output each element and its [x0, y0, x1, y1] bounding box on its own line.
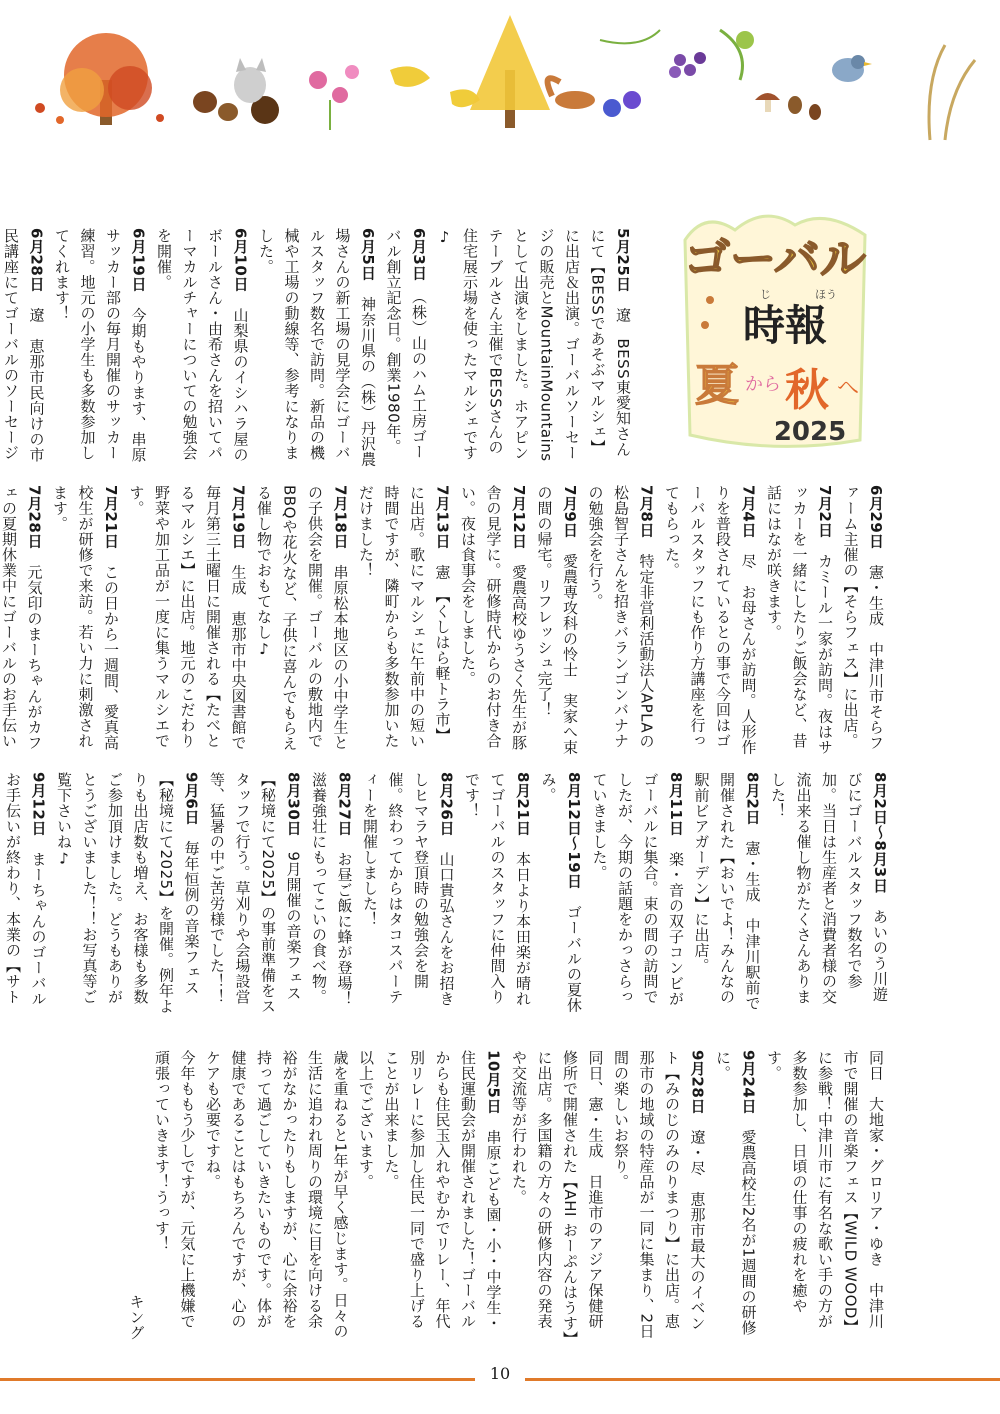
entry-0709: 7月9日 愛農専攻科の怜士 実家へ束の間の帰宅。リフレッシュ完了！ [535, 485, 579, 755]
entry-same-day-ahi: 同日、憲・生成 日進市のアジア保健研修所で開催された【AHI おーぷんはうす】に出店。多国籍の方々の研修内容の発表や交流等が行われた。 [510, 1050, 605, 1339]
entry-0728: 7月28日 元気印のまーちゃんがカフェの夏期休業中にゴーバルのお手伝い [0, 485, 44, 751]
bird-icon [832, 55, 872, 82]
entry-0713: 7月13日 憲 【くしはら軽トラ市】に出店。歌にマルシェに午前中の短い時間ですが、隣町からも多数参加いただけました！ [357, 485, 452, 749]
title-year: 2025 [773, 417, 847, 447]
entry-0610: 6月10日 山梨県のイシハラ屋のボールさん・由希さんを招いてパーマカルチャーについての勉強会を開催。 [155, 228, 250, 463]
squirrel-icon [548, 78, 596, 109]
column-june-july [0, 485, 888, 755]
title-main: ゴーバル [684, 232, 866, 286]
entry-0702: 7月2日 カミール一家が訪問。夜はサッカーを一緒にしたりご飯会など、昔話にはなが咲きます。 [765, 485, 834, 755]
entry-0605: 6月5日 神奈川県の（株）丹沢農場さんの新工場の見学会にゴーバルスタッフ数名で訪問。新品の機械や工場の動線等、参考になりました。 [257, 228, 377, 467]
entry-0708: 7月8日 特定非営利活動法人APLAの松島智子さんを招きバランゴンバナナの勉強会を行う。 [586, 485, 656, 749]
title-summer: 夏 [695, 360, 739, 411]
entry-0924: 9月24日 愛農高校生2名が1週間の研修に。 [714, 1050, 758, 1336]
grapes-icon [669, 52, 706, 78]
entry-same-day-wildwood: 同日 大地家・グロリア・ゆき 中津川市で開催の音楽フェス【WILD WOOD】に参戦！中津川市に有名な歌い手の方が多数参加し、日頃の仕事の疲れを癒やす。 [765, 1050, 885, 1335]
title-ruby-ji: じ [760, 288, 771, 301]
column-august-september [0, 772, 892, 1017]
entry-0628: 6月28日 遼 恵那市民向けの市民講座にてゴーバルのソーセージ [2, 228, 46, 463]
entry-0704: 7月4日 尽 お母さんが訪問。人形作りを普段されているとの事で今回はゴーバルスタッフにも作り方講座を行ってもらった。 [663, 485, 758, 755]
entry-0802-0803: 8月2日～8月3日 あいのう川遊びにゴーバルスタッフ数名で参加。当日は生産者と消費者様の交流出来る催し物がたくさんありました！ [769, 772, 889, 1005]
entry-0812-0819: 8月12日～19日 ゴーバルの夏休み。 [539, 772, 583, 1013]
title-kara: から [745, 374, 781, 395]
entry-0811: 8月11日 楽・音の双子コンビがゴーバルに集合。束の間の訪問でしたが、今期の話題をかっさらっていきました。 [590, 772, 685, 1007]
entry-0827: 8月27日 お昼ご飯に蜂が登場！滋養強壮にもってこいの食べ物。 [310, 772, 354, 1007]
ginkgo-tree-icon [470, 15, 550, 128]
entry-0619: 6月19日 今期もやります、串原サッカー部の毎月開催のサッカー練習。地元の小学生も多数参加してくれます！ [53, 228, 148, 463]
pampas-grass-icon [929, 45, 975, 140]
entry-0629: 6月29日 憲・生成 中津川市そらファーム主催の【そらフェス】に出店。 [841, 485, 885, 751]
entry-0718: 7月18日 串原松本地区の小中学生との子供会を開催。ゴーバルの敷地内でBBQや花火など、子供に喜んでもらえる催し物でおもてなし♪ [255, 485, 350, 752]
ginkgo-leaf-icon [390, 66, 480, 107]
entry-0826: 8月26日 山口貴弘さんをお招きしヒマラヤ登頂時の勉強会を開催。終わってからはタコスパーティーを開催しました！ [361, 772, 456, 1007]
entry-0719: 7月19日 生成 恵那市中央図書館で毎月第三土曜日に開催される【たべとるマルシエ】に出店。地元のこだわり野菜や加工品が一度に集うマルシエです。 [127, 485, 248, 751]
paw-print-icon [706, 296, 714, 304]
morning-glory-icon [600, 30, 660, 117]
acorn-icon [788, 96, 821, 120]
autumn-illustration-banner [0, 0, 1000, 150]
entry-0603: 6月3日 （株）山のハム工房ゴーバル創立記念日。創業1980年。 [384, 228, 428, 460]
title-jiho: 時報 [742, 301, 828, 350]
paw-print-icon [701, 321, 709, 329]
signature: キング [127, 1293, 146, 1340]
entry-0802: 8月2日 憲・生成 中津川駅前で開催された【おいでよ！みんなの駅前ビアガーデン】に出店。 [692, 772, 762, 1011]
column-spring-summer [0, 228, 635, 468]
entry-0821: 8月21日 本日より本田楽が晴れてゴーバルのスタッフに仲間入りです！ [463, 772, 532, 1007]
title-autumn: 秋 [785, 365, 829, 416]
entry-0525: 5月25日 遼 BESS東愛知さんにて【BESSであそぶマルシェ】に出店＆出演。ゴーバルソーセージの販売とMountainMountainsとして出演をしました。ホアピンテーブルさん主催でBESSさんの住宅展示場を使ったマルシェです♪ [435, 228, 632, 462]
entry-0912: 9月12日 まーちゃんのゴーバルお手伝いが終わり、本業の【サト [4, 772, 48, 1007]
closing-note: 以上でございます。 [357, 1050, 375, 1190]
entry-0928: 9月28日 遼・尽 恵那市最大のイベント【みのじのみのりまつり】に出店。恵那市の地域の特産品が一同に集まり、2日間の楽しいお祭り。 [612, 1050, 707, 1340]
vine-leaves-icon [720, 30, 754, 80]
chestnut-icon [193, 91, 279, 124]
page-number: 10 [489, 1364, 511, 1383]
column-september-october [123, 1050, 888, 1340]
entry-0721: 7月21日 この日から一週間、愛真高校生が研修で来訪。若い力に刺激されます。 [51, 485, 120, 751]
entry-0906: 9月6日 毎年恒例の音楽フェス【秘境にて2025】を開催。例年よりも出店数も増え、お客様も多数ご参加頂けました。どうもありがとうございました！！お写真等ご覧下さいね♪ [55, 772, 201, 1014]
entry-1005: 10月5日 串原こども園・小・中学生・住民運動会が開催されました！ゴーバルからも住民玉入れやむかでリレー、年代別リレーに参加し住民一同で盛り上げることが出来ました。 [382, 1050, 503, 1331]
closing-greeting: 今年ももう少しですが、元気に上機嫌で頑張っていきます！うっす！ [153, 1050, 197, 1329]
title-he: へ [837, 376, 860, 401]
entry-0712: 7月12日 愛農高校ゆうさく先生が豚舎の見学に。研修時代からのお付き合い。夜は食事会をしました。 [459, 485, 528, 751]
cosmos-flower-icon [309, 65, 359, 130]
footer-line-right [525, 1378, 1000, 1381]
title-ruby-hou: ほう [815, 288, 837, 301]
maple-tree-icon [60, 33, 152, 125]
mushroom-icon [755, 93, 780, 112]
closing-reflection: 歳を重ねると1年が早く感じます。日々の生活に追われ周りの環境に目を向ける余裕がなかったりもしますが、心に余裕を持って過ごしていきたいものです。体が健康であることはもちろんですが、心のケアも必要ですね。 [204, 1050, 350, 1340]
title-illustration [665, 200, 885, 460]
entry-0830: 8月30日 9月開催の音楽フェス【秘境にて2025】の事前準備をスタッフで行う。草刈りや会場設営等、猛暑の中ご苦労様でした！！ [208, 772, 303, 1014]
cat-icon [234, 58, 266, 103]
footer-line-left [0, 1378, 475, 1381]
